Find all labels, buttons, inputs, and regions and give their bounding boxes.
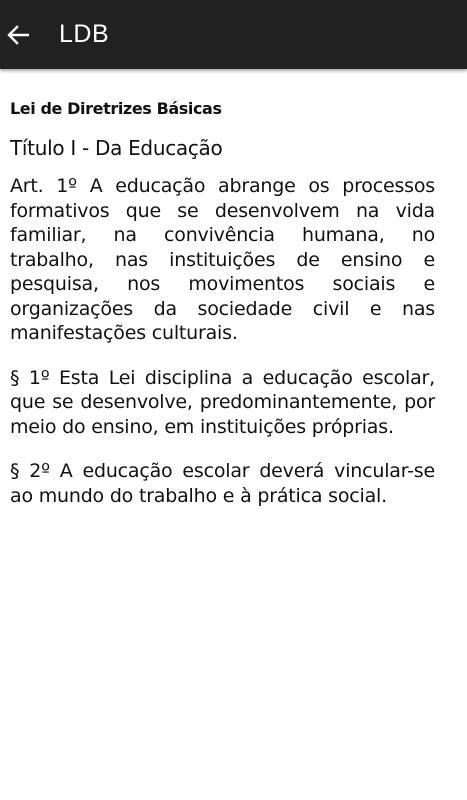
- article-paragraph: § 1º Esta Lei disciplina a educação escolar, que se desenvolve, predominantemente, por meio do ensino, em instituições próprias.: [10, 366, 435, 438]
- app-title: LDB: [59, 20, 110, 48]
- back-button[interactable]: [2, 19, 34, 51]
- document-content: [10, 69, 435, 508]
- document-heading: Lei de Diretrizes Básicas: [10, 99, 222, 118]
- arrow-left-icon: [7, 25, 29, 45]
- article-paragraph: § 2º A educação escolar deverá vincular-se ao mundo do trabalho e à prática social.: [10, 460, 435, 507]
- article-paragraph: Art. 1º A educação abrange os processos formativos que se desenvolvem na vida familiar, na convivência humana, no trabalho, nas instituições de ensino e pesquisa, nos movimentos sociais e organizações da sociedade civil e nas manifestações culturais.: [10, 175, 435, 344]
- app-bar: [0, 0, 467, 69]
- document-title: Título I - Da Educação: [10, 136, 223, 160]
